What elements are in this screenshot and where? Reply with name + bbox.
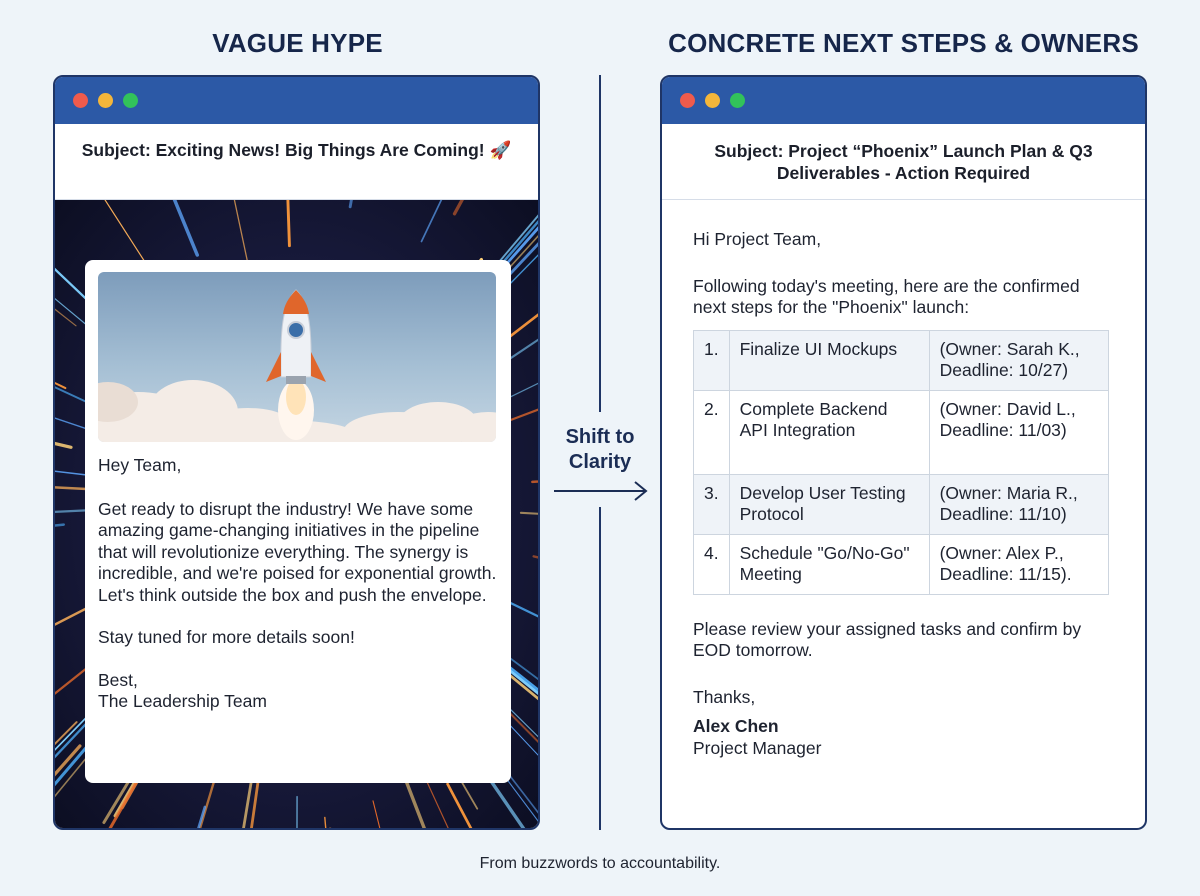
divider-line xyxy=(599,507,601,830)
step-task: Finalize UI Mockups xyxy=(729,330,929,390)
light-streak xyxy=(297,797,298,828)
email-closing: Thanks, xyxy=(693,686,756,707)
close-window-button[interactable] xyxy=(73,93,88,108)
table-row xyxy=(694,534,1109,594)
step-number: 3. xyxy=(694,474,730,534)
hype-email-body xyxy=(85,260,511,783)
step-task: Schedule "Go/No-Go" Meeting xyxy=(729,534,929,594)
email-intro: Following today's meeting, here are the confirmed next steps for the "Phoenix" launch: xyxy=(693,275,1080,317)
email-subject xyxy=(662,124,1145,200)
close-window-button[interactable] xyxy=(680,93,695,108)
subject-line1: Subject: Project “Phoenix” Launch Plan & Q3 xyxy=(714,140,1093,161)
email-greeting: Hey Team, xyxy=(98,455,182,475)
window-titlebar xyxy=(55,77,538,124)
table-row xyxy=(694,330,1109,390)
minimize-window-button[interactable] xyxy=(705,93,720,108)
rocket-launch-image xyxy=(98,272,496,442)
caption: From buzzwords to accountability. xyxy=(479,855,721,872)
step-owner: (Owner: Sarah K., Deadline: 10/27) xyxy=(929,330,1108,390)
divider-line xyxy=(599,75,601,412)
light-streak xyxy=(55,525,64,531)
light-streak xyxy=(285,200,290,246)
email-signature: The Leadership Team xyxy=(98,691,267,711)
light-streak xyxy=(508,374,538,421)
email-closing: Best, xyxy=(98,669,138,690)
subject-line2: Deliverables - Action Required xyxy=(776,162,1031,183)
arrow-right-icon xyxy=(553,478,649,504)
light-streak xyxy=(156,200,197,255)
step-task: Develop User Testing Protocol xyxy=(729,474,929,534)
table-row xyxy=(694,474,1109,534)
light-streak xyxy=(350,200,389,207)
step-number: 4. xyxy=(694,534,730,594)
action-email-body xyxy=(662,200,1145,759)
email-subject: Subject: Exciting News! Big Things Are Coming! 🚀 xyxy=(55,124,538,200)
light-streak xyxy=(521,513,538,522)
step-number: 2. xyxy=(694,390,730,474)
email-review-request: Please review your assigned tasks and confirm by EOD tomorrow. xyxy=(693,618,1082,660)
light-streak xyxy=(532,467,538,482)
step-number: 1. xyxy=(694,330,730,390)
light-streak xyxy=(455,200,538,214)
step-owner: (Owner: Maria R., Deadline: 11/10) xyxy=(929,474,1108,534)
step-task: Complete Backend API Integration xyxy=(729,390,929,474)
table-row xyxy=(694,390,1109,474)
light-streak xyxy=(534,556,538,587)
light-streak xyxy=(55,429,71,447)
shift-label-line1: Shift to xyxy=(565,426,635,448)
email-body-text: Get ready to disrupt the industry! We have some amazing game-changing initiatives in the pipeline that will revolutionize everything. The synergy is incredible, and we're poised for exponential growth. Let's think outside the box and push the envelope. xyxy=(98,498,497,605)
hype-email-window xyxy=(53,75,540,830)
signer-name: Alex Chen xyxy=(693,716,779,736)
signer-title: Project Manager xyxy=(693,737,822,758)
left-heading: VAGUE HYPE xyxy=(212,28,383,58)
light-streak xyxy=(448,784,538,828)
light-streak xyxy=(55,352,65,388)
light-streak xyxy=(373,801,407,828)
step-owner: (Owner: David L., Deadline: 11/03) xyxy=(929,390,1108,474)
right-heading: CONCRETE NEXT STEPS & OWNERS xyxy=(668,28,1139,58)
window-titlebar xyxy=(662,77,1145,124)
shift-label-line2: Clarity xyxy=(568,451,632,473)
minimize-window-button[interactable] xyxy=(98,93,113,108)
rocket-icon xyxy=(98,272,496,442)
light-streak xyxy=(421,200,490,241)
shift-label xyxy=(548,425,652,475)
maximize-window-button[interactable] xyxy=(730,93,745,108)
step-owner: (Owner: Alex P., Deadline: 11/15). xyxy=(929,534,1108,594)
email-greeting: Hi Project Team, xyxy=(693,229,822,249)
email-stay-tuned: Stay tuned for more details soon! xyxy=(98,627,355,647)
action-email-window xyxy=(660,75,1147,830)
maximize-window-button[interactable] xyxy=(123,93,138,108)
light-streak xyxy=(325,817,337,828)
steps-table xyxy=(693,330,1109,595)
